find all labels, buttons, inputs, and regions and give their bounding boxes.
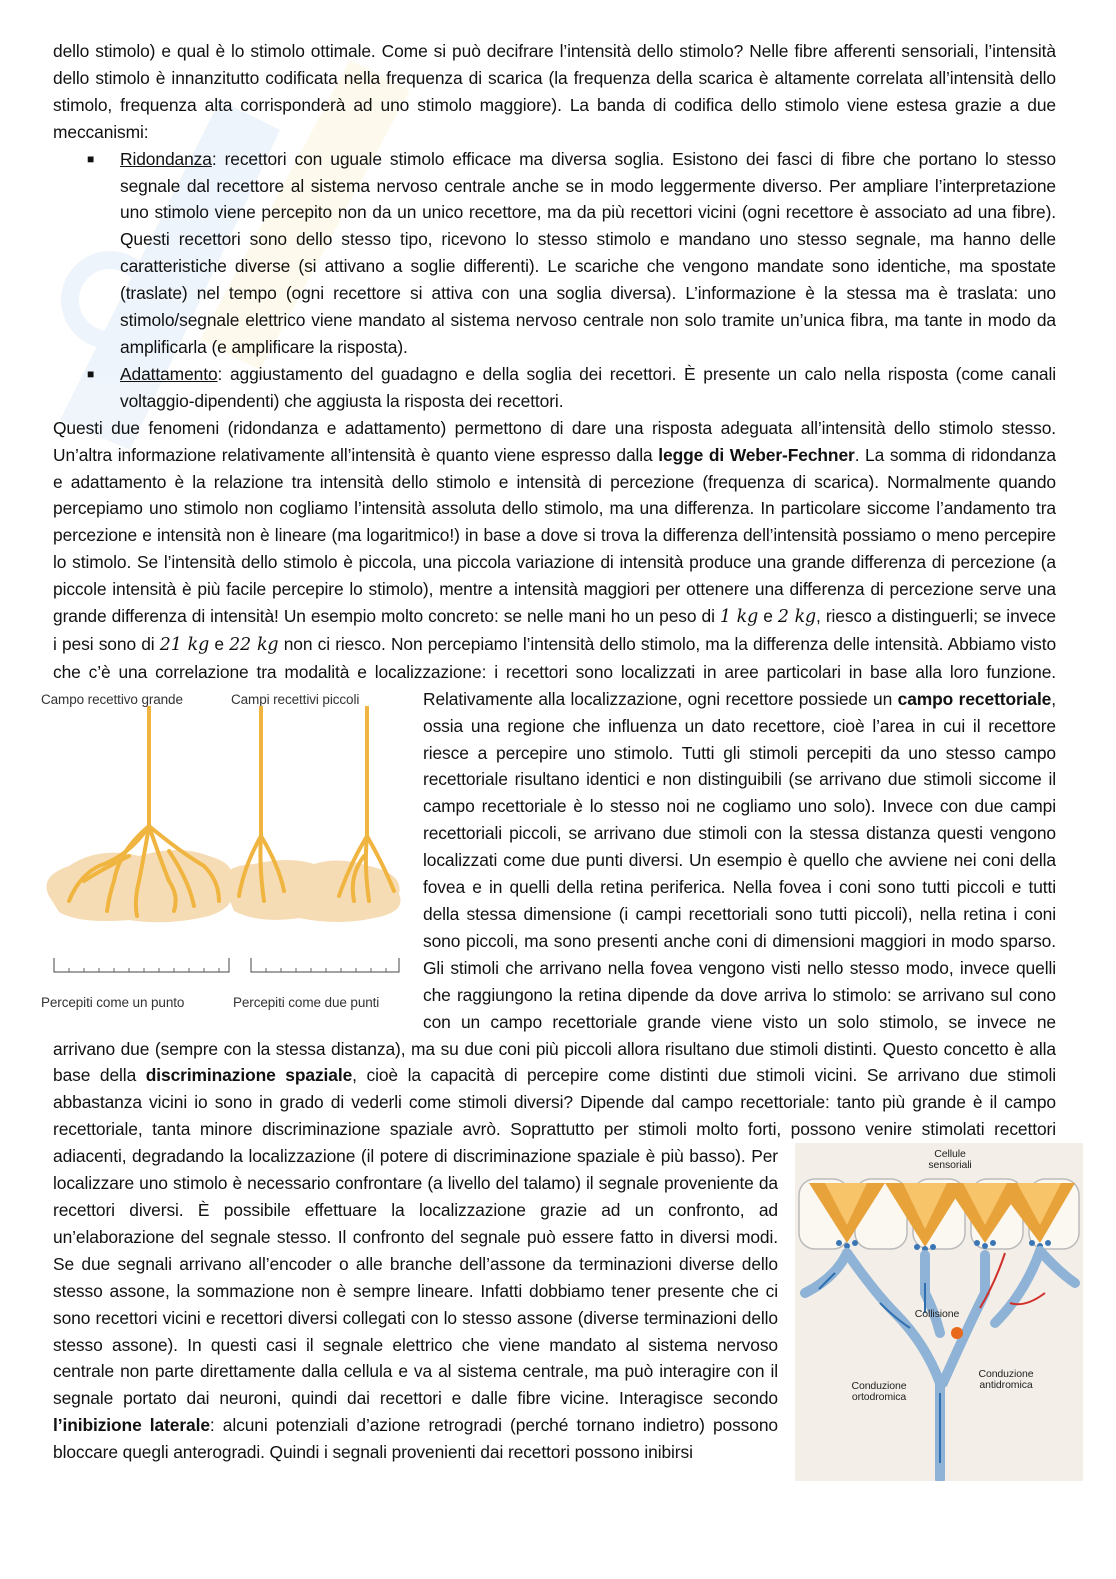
label-small-fields: Campi recettivi piccoli — [231, 691, 360, 707]
term-redundancy: Ridondanza — [120, 148, 212, 169]
list-item-redundancy — [87, 146, 1056, 361]
adaptation-text: : aggiustamento del guadagno e della soglia dei recettori. È presente un calo nella risposta (come canali voltaggio-dipendenti) che aggiusta la risposta dei recettori. — [120, 363, 1056, 411]
label-orthodromic: Conduzione ortodromica — [851, 1380, 907, 1404]
paragraph-1-text: dello stimolo) e qual è lo stimolo ottimale. Come si può decifrare l’intensità dello stimolo? Nelle fibre afferenti sensoriali, l’intensità dello stimolo è innanzitutto codificata nella frequenza di scarica (la frequenza della scarica è altamente correlata all’intensità dello stimolo, frequenza alta corrisponderà ad uno stimolo maggiore). La banda di codifica dello stimolo viene estesa grazie a due meccanismi: — [53, 41, 1056, 142]
bullet-icon: ■ — [87, 151, 95, 166]
math-22kg: 22 kg — [229, 634, 279, 655]
bullet-icon: ■ — [87, 366, 95, 381]
label-one-point: Percepiti come un punto — [41, 994, 185, 1010]
text-run: e — [209, 633, 230, 654]
math-21kg: 21 kg — [159, 634, 210, 655]
receptive-fields-illustration — [39, 706, 409, 986]
label-large-field: Campo recettivo grande — [41, 691, 183, 707]
bold-weber-fechner: legge di Weber-Fechner — [658, 444, 855, 465]
text-run: : alcuni potenziali d’azione retrogradi (perché tornano indietro) possono bloccare quegli anterogradi. Quindi i segnali provenienti dai recettori possono inibirsi — [53, 1415, 778, 1463]
figure-collision — [795, 1143, 1083, 1481]
label-cells: Cellule sensoriali — [928, 1148, 972, 1172]
text-run: e — [758, 606, 778, 627]
text-run: Questi due fenomeni (ridondanza e adattamento) permettono di dare una risposta adeguata all’intensità dello stimolo stesso. Un’altra informazione relativamente all’intensità è quanto viene espresso dalla — [53, 417, 1056, 465]
math-2kg: 2 kg — [777, 607, 817, 628]
bold-discriminazione-spaziale: discriminazione spaziale — [145, 1065, 353, 1086]
term-adaptation: Adattamento — [120, 363, 218, 384]
text-run: , ossia una regione che influenza un dato recettore, cioè l’area in cui il recettore riesce a percepire uno stimolo. Tutti gli stimoli percepiti da uno stesso campo recettoriale risultano identici e non distinguibili (se arrivano due stimoli siccome il campo recettoriale è lo stesso noi ne cogliamo uno solo). Invece con due campi recettoriali piccoli, se arrivano due stimoli con la stessa distanza questi vengono localizzati come due punti diversi. Un esempio è quello che avviene nei coni della fovea e in quelli della retina periferica. Nella fovea i coni sono tutti piccoli e tutti della stessa dimensione (i campi recettoriali sono tutti piccoli), nella retina i coni sono piccoli, ma sono presenti anche coni di dimensioni maggiori in modo sparso. Gli stimoli che arrivano nella fovea vengono visti nello stesso modo, invece quelli che raggiungono la retina dipende da dove arriva lo stimolo: se arrivano sul cono con un campo recettoriale grande viene visto un solo stimolo, se invece ne arrivano due (sempre con la stessa distanza), ma su due coni più piccoli allora risultano due stimoli distinti. Questo concetto è alla base della — [53, 688, 1056, 1086]
list-item-adaptation — [87, 361, 1056, 415]
text-run: localizzazione, ogni recettore possiede un — [570, 688, 898, 709]
label-two-points: Percepiti come due punti — [233, 994, 380, 1010]
text-run: non ci riesco. Non percepiamo l’intensità dello stimolo, ma la differenza delle intensità. Abbiamo visto che c’è una correlazione tra modalità e localizzazione: i recettori sono localizzati in aree particolari in base alla loro funzione. Relativamente alla — [53, 633, 1057, 709]
paragraph-weber-fechner — [41, 415, 1057, 1466]
paragraph-intensity — [53, 38, 1056, 146]
text-run: è più basso). Per localizzare uno stimolo è necessario confrontare (a livello del talamo) il segnale proveniente da recettori diversi. È possibile effettuare la localizzazione grazie ad un confronto, ad un’elaborazione del segnale stesso. Il confronto del segnale può essere fatto in diversi modi. Se due segnali arrivano all’encoder o alle branche dell’assone da terminazioni diverse dello stesso assone, la sommazione non è sempre lineare. Infatti dobbiamo tener presente che ci sono recettori vicini e recettori diversi collegati con lo stesso assone (diverse terminazioni dello stesso assone). In questi casi il segnale elettrico che viene mandato al sistema nervoso centrale non parte direttamente dalla cellula e va al sistema centrale, ma può interagire con il segnale portato dai neuroni, quindi dai recettori e dalle fibre vicine. Interagisce secondo — [53, 1146, 778, 1409]
redundancy-text: : recettori con uguale stimolo efficace ma diversa soglia. Esistono dei fasci di fibre che portano lo stesso segnale dal recettore al sistema nervoso centrale anche se in modo leggermente diverso. Per ampliare l’interpretazione uno stimolo viene percepito non da un unico recettore, ma da più recettori vicini (ogni recettore è associato ad una fibre). Questi recettori sono dello stesso tipo, ricevono lo stesso stimolo e mandano uno stesso segnale, ma hanno delle caratteristiche diverse (si attivano a soglie differenti). Le scariche che vengono mandate sono identiche, ma spostate (traslate) nel tempo (ogni recettore si attiva con una soglia diversa). L’informazione è la stessa ma è traslata: uno stimolo/segnale elettrico viene mandato al sistema nervoso centrale non solo tramite un’unica fibra, ma tante in modo da amplificarla (e amplificare la risposta). — [120, 148, 1056, 357]
text-run: , riesco a distinguerli; se invece i pesi sono di — [53, 606, 1056, 654]
mechanisms-list — [53, 146, 1056, 415]
text-run: . La somma di ridondanza e adattamento è la relazione tra intensità dello stimolo e intensità di percezione (frequenza di scarica). Normalmente quando percepiamo uno stimolo non cogliamo l’intensità assoluta dello stimolo, ma una differenza. In particolare siccome l’andamento tra percezione e intensità non è lineare (ma logaritmico!) in base a dove si trova la differenza dell’intensità possiamo o meno percepire lo stimolo. Se l’intensità dello stimolo è piccola, una piccola variazione di intensità produce una grande differenza di percezione (a piccole intensità è più facile percepire lo stimolo), mentre a intensità maggiori per ottenere una differenza di percezione serve una grande differenza di intensità! Un esempio molto concreto: se nelle mani ho un peso di — [53, 444, 1056, 627]
math-1kg: 1 kg — [719, 607, 759, 628]
bold-inibizione-laterale: l’inibizione laterale — [53, 1415, 210, 1436]
figure-receptive-fields — [39, 686, 409, 1010]
label-antidromic: Conduzione antidromica — [978, 1368, 1034, 1392]
label-collision: Collisione — [914, 1308, 960, 1321]
text-run: , cioè la capacità di percepire come distinti due stimoli vicini. Se arrivano due stimoli abbastanza vicini io sono in grado di vederli come stimoli diversi? Dipende dal campo recettoriale: tanto più grande è il campo recettoriale, tanta minore discriminazione spaziale avrò. Soprattutto per stimoli molto forti, possono venire stimolati recettori adiacenti, degradando la localizzazione (il potere di discriminazione spaziale — [53, 1065, 1056, 1167]
document-page — [41, 38, 1057, 1481]
bold-campo-recettoriale: campo recettoriale — [897, 688, 1052, 709]
